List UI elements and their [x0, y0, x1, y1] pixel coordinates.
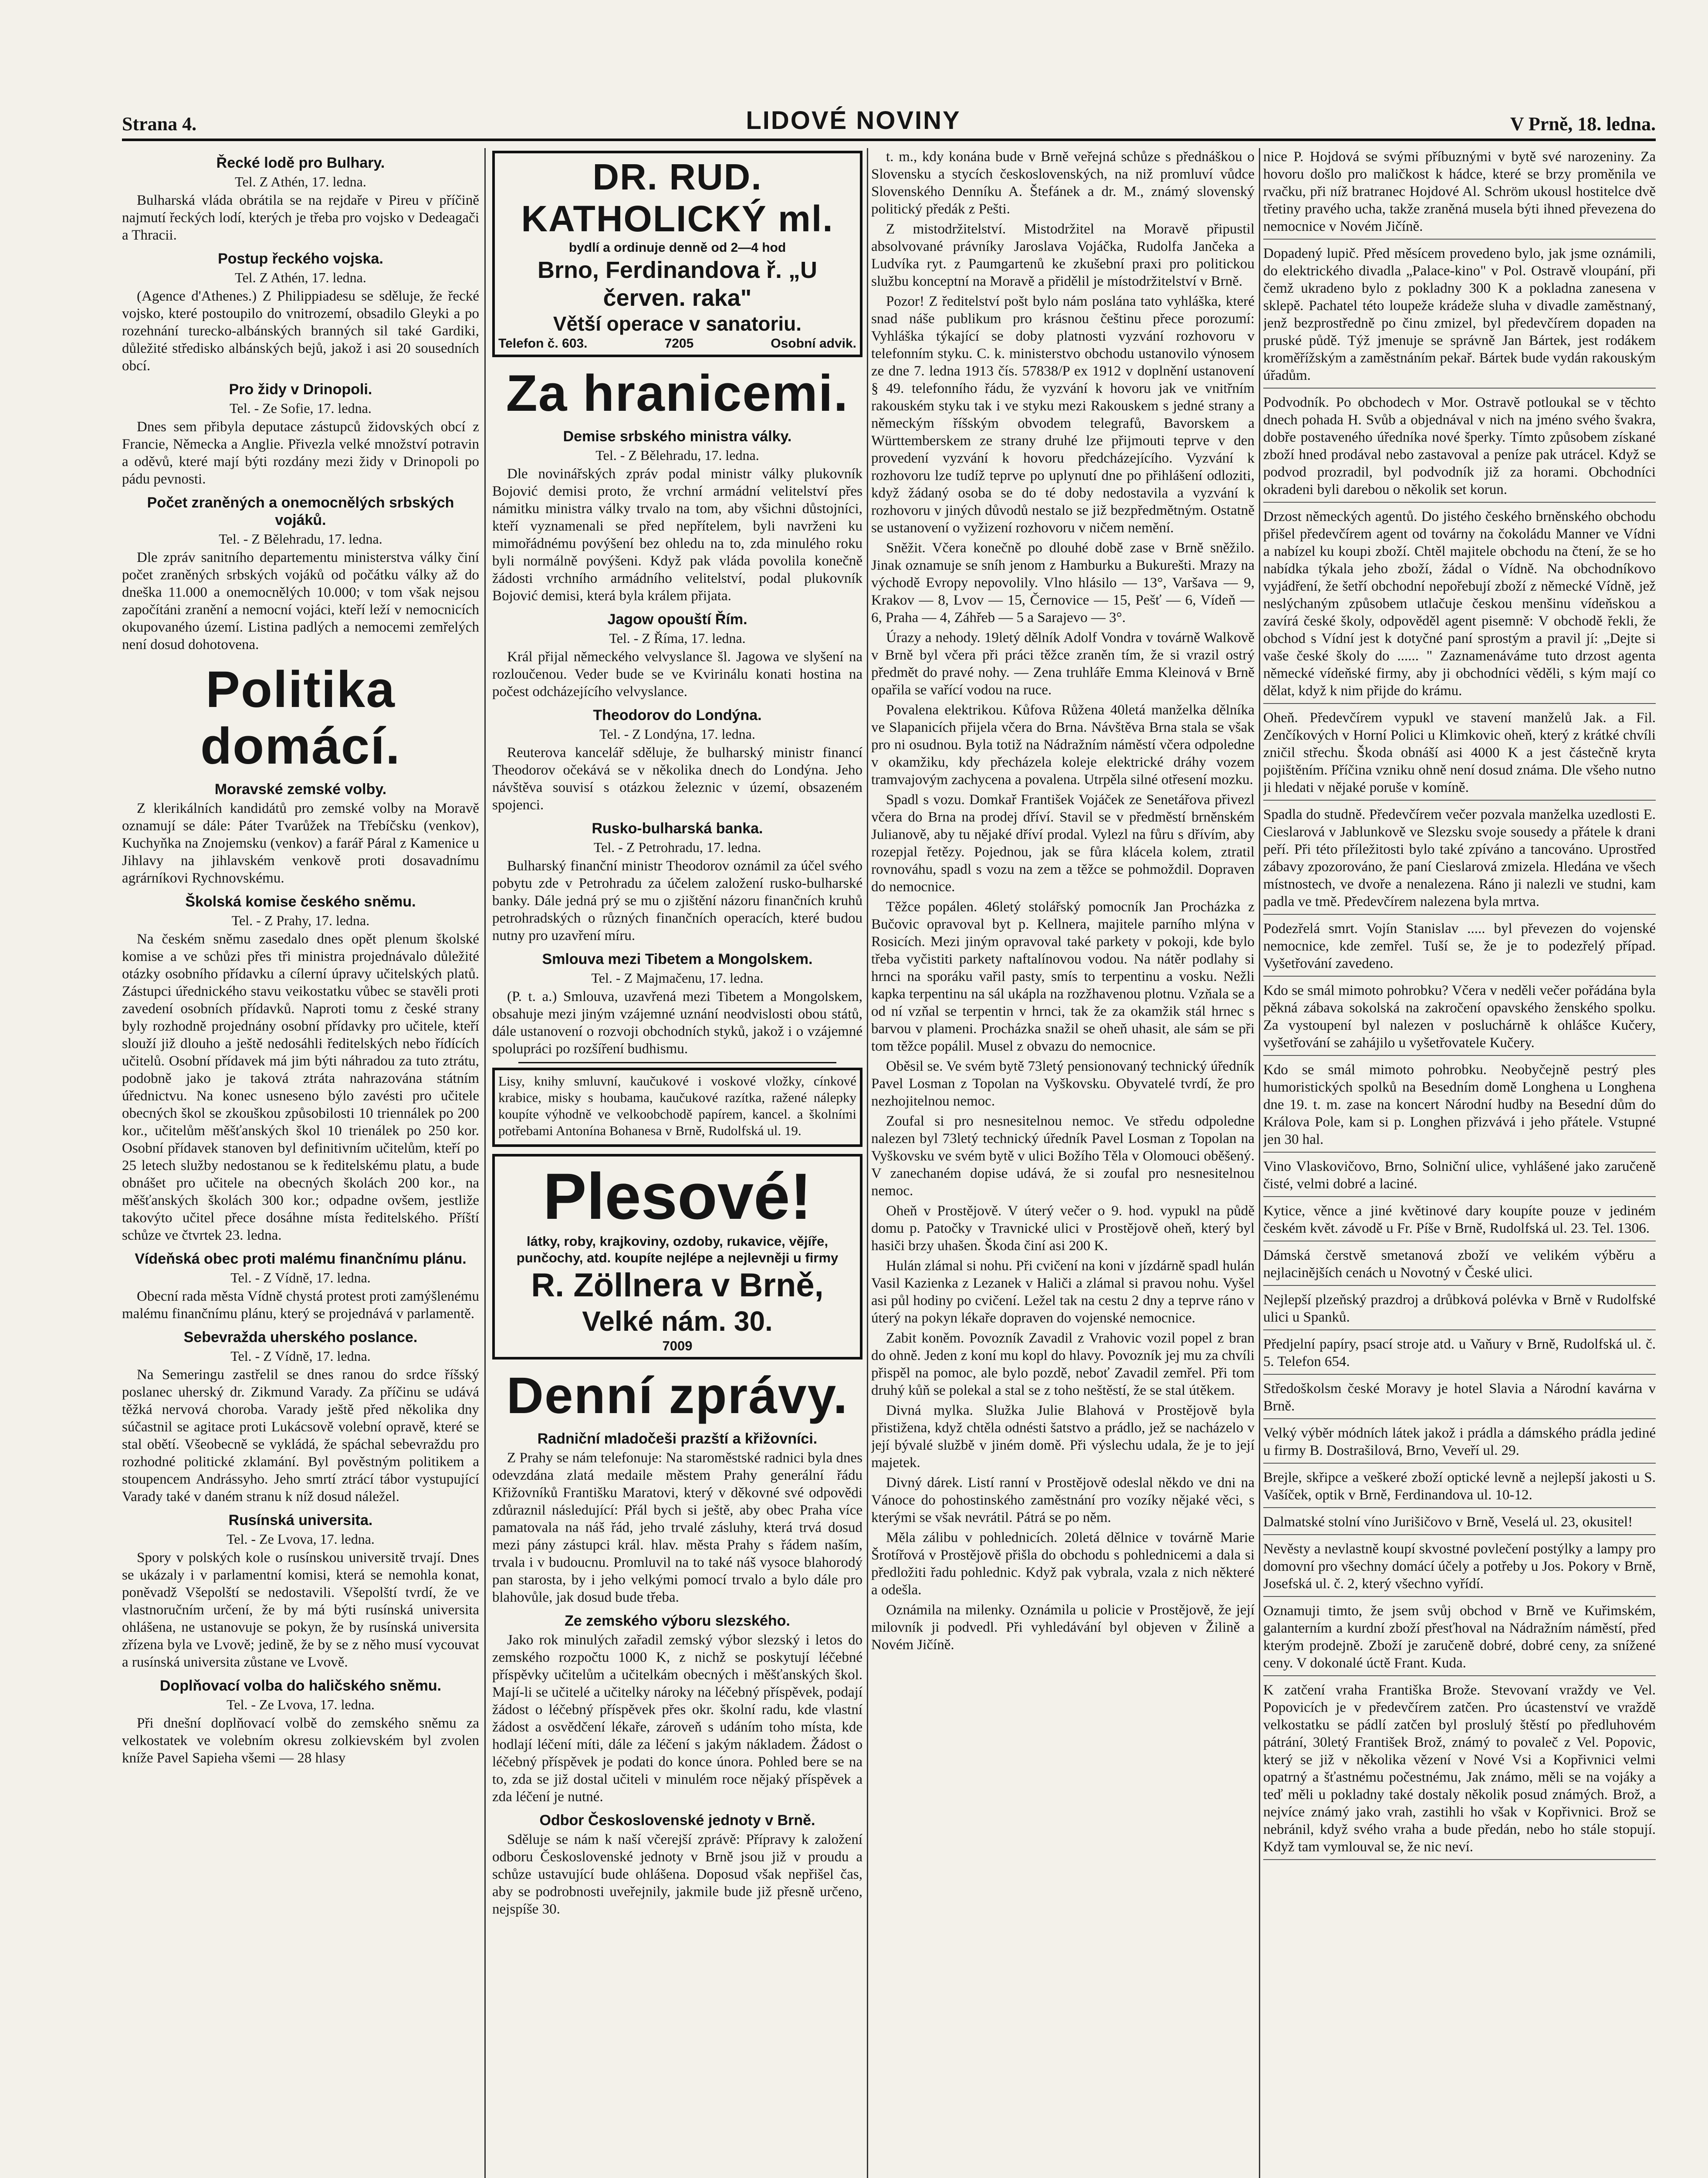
ad-doctor-code: 7205 — [664, 336, 694, 351]
article-paragraph: Při dnešní doplňovací volbě do zemského sněmu za velkostatek ve volebním okresu zolkievském byl zvolen kníže Pavel Sapieha všemi — 28 hlasy — [122, 1715, 479, 1766]
article-paragraph: Dle novinářských zpráv podal ministr války plukovník Bojović demisi proto, že vrchní armádní velitelství přes námitku ministra války trvalo na tom, aby všichni důstojníci, kteří vyznamenali se před nepřítelem, byli navrženi ku mimořádnému povýšení bez ohledu na to, zda minulého roku byli normálně povýšeni. Když pak vláda povolila konečně žádosti vrchního armádního velitelství, podal plukovník Bojović demisi, která byla králem přijata. — [492, 466, 862, 604]
column-2 — [492, 148, 862, 2178]
article-headline: Vídeňská obec proti malému finančnímu plánu. — [135, 1251, 467, 1267]
article-headline: Moravské zemské volby. — [214, 781, 387, 798]
article-paragraph: Zoufal si pro nesnesitelnou nemoc. Ve středu odpoledne nalezen byl 73letý technický úředník Pavel Losman z Topolan na Vyškovsku ve svém bytě v ulici Božího Těla v Olomouci oběšený. V zanechaném dopise udává, že si zoufal pro nesnesitelnou nemoc. — [871, 1113, 1255, 1199]
article-headline: Jagow opouští Řím. — [607, 611, 747, 628]
article-paragraph: Na Semeringu zastřelil se dnes ranou do srdce říšský poslanec uherský dr. Zikmund Varady. Za příčinu se udává těžká nervová choroba. Varady ještě před několika dny súčastnil se agitace proti Lukácsově volební opravě, které se stal obětí. Všeobecně se vykládá, že spáchal sebevraždu pro rozhodné politické zklamání. Byl pověstným politikem a stoupencem Andrássyho. Jeho smrtí ztrácí tábor vystupující Varady také v daném stranu k níž dosud náležel. — [122, 1367, 479, 1505]
article-dateline: Tel. - Z Prahy, 17. ledna. — [231, 913, 370, 928]
section-title-foreign: Za hranicemi. — [506, 365, 849, 422]
article-paragraph: Těžce popálen. 46letý stolářský pomocník Jan Procházka z Bučovic opravoval byt p. Kellnera, majitele parního mlýna v Rosicích. Mezi jiným opravoval také parkety v pokoji, kde bylo třeba vyčistiti parkety naftalínovou vodou. Na nátěr podlahy si hrnci na sporáku vařil pasty, smís to terpentinu a vosku. Nežli kapka terpentinu na sál ukápla na rozžhavenou plotnu. Vzňala se a od ní vzňal se terpentin v hrnci, tak že za okamžik stál hrnec s barvou v plameni. Procházka snažil se oheň uhasit, ale sám se při tom těžce popálil. Musel z obvazu do nemocnice. — [871, 899, 1255, 1054]
article-paragraph: Podezřelá smrt. Vojín Stanislav ..... byl převezen do vojenské nemocnice, kde zemřel. Tuší se, že je to podezřelý případ. Vyšetřování zavedeno. — [1263, 920, 1656, 977]
article-paragraph: Reuterova kancelář sděluje, že bulharský ministr financí Theodorov očekává se v několika dnech do Londýna. Jeho návštěva souvisí s otázkou železnic v území, obsazeném spojenci. — [492, 745, 862, 813]
article-paragraph: Dalmatské stolní víno Jurišičovo v Brně, Veselá ul. 23, okusitel! — [1263, 1513, 1656, 1535]
article-dateline: Tel. - Z Majmačenu, 17. ledna. — [591, 970, 764, 986]
article-paragraph: Kytice, věnce a jiné květinové dary koupíte pouze v jediném českém květ. závodě u Fr. Píše v Brně, Rudolfská ul. 23. Tel. 1306. — [1263, 1202, 1656, 1241]
page-number: Strana 4. — [122, 113, 197, 135]
article-paragraph: Kdo se smál mimoto pohrobku? Včera v neděli večer pořádána byla pěkná zábava sokolská na zakročení opavského ženského spolku. Za vystoupení byl nalezen v posluchárně k ohlášce Kučery, vyšetřování se zahájilo u vyšetřovatele Kučery. — [1263, 982, 1656, 1056]
article-paragraph: Z klerikálních kandidátů pro zemské volby na Moravě oznamují se dále: Páter Tvarůžek na Třebíčsku (venkov), Kuchyňka na Znojemsku (venkov) a farář Páral z Kamenice u Jihlavy na jihlavském venkově proti dosavadnímu agrárníkovi Rychnovskému. — [122, 801, 479, 886]
article-paragraph: Dle zpráv sanitního departementu ministerstva války činí počet zraněných srbských vojáků od počátku války až do dneška 11.000 a onemocnělých 10.000; v tom však nejsou započítáni zranění a nemocní vojáci, kteří leží v nemocnicích okupovaného území. Listina padlých a nemocemi zemřelých není dosud dohotovena. — [122, 550, 479, 653]
article-paragraph: Dnes sem přibyla deputace zástupců židovských obcí z Francie, Německa a Anglie. Přivezla velké množství potravin a oděvů, které mají býti rozdány mezi židy v Drinopoli po pádu pevnosti. — [122, 419, 479, 487]
column-1 — [122, 148, 479, 2178]
article-paragraph: Oběsil se. Ve svém bytě 73letý pensionovaný technický úředník Pavel Losman z Topolan na Vyškovsku. Obyvatelé tvrdí, že pro nezhojitelnou nemoc. — [871, 1059, 1255, 1109]
article-dateline: Tel. - Z Londýna, 17. ledna. — [599, 726, 755, 742]
stationery-advertisement — [492, 1068, 862, 1147]
article-paragraph: Král přijal německého velvyslance šl. Jagowa ve slyšení na rozloučenou. Veder bude se ve Kvirinálu konati hostina na počest odcházejícího velvyslance. — [492, 649, 862, 700]
article-paragraph: Sněžit. Včera konečně po dlouhé době zase v Brně sněžilo. Jinak oznamuje se sníh jenom z Hamburku a Bukurešti. Mrazy na východě Evropy nepovolily. Vlno hlásilo — 13°, Varšava — 9, Krakov — 8, Lvov — 15, Černovice — 15, Pešť — 6, Vídeň — 6, Praha — 4, Záhřeb — 5 a Sarajevo — 3°. — [871, 540, 1255, 626]
section-title: Politika domácí. — [200, 661, 401, 775]
article-paragraph: Dopadený lupič. Před měsícem provedeno bylo, jak jsme oznámili, do elektrického divadla „Palace-kino" v Pol. Ostravě vloupání, při čemž ukradeno bylo z pokladny 300 K a pokladna zanesena v sklepě. Pachatel této loupeže krádeže sluha v divadle zaměstnaný, jenž bezprostředně po činu zmizel, byl předevčírem dopaden na pruské půdě. Týž jmenuje se správně Jan Bártek, jest rodákem kroměřížským a zaměstnáním pekař. Bártek bude vydán rakouským úřadům. — [1263, 245, 1656, 389]
page-header — [122, 105, 1656, 135]
article-headline: Rusko-bulharská banka. — [592, 820, 763, 837]
article-paragraph: Pozor! Z ředitelství pošt bylo nám poslána tato vyhláška, které snad náše publikum pro krásnou češtinu přece porozumí: Vyhláška týkající se doby platnosti vyzvání rozhovoru v telefonním styku. C. k. ministerstvo obchodu ustanovilo výnosem ze dne 7. ledna 1913 čís. 57838/P ex 1912 v doplnění ustanovení § 49. telefonního řádu, že vyzvání k hovoru jak ve vnitřním rakouském styku tak i ve styku mezi Rakouskem s jedné strany a německým říšským obvodem telegrafů, Bavorskem a Württemberskem ze strany druhé lze přijmouti teprve v den provedení vyzvání k hovoru předcházejícího. Vyzvání k rozhovoru lze tudíž teprve po uplynutí dne po přihlášení odloziti, když žádaný osoba se do té doby nedostavila a vyzvání k rozhovoru v jiných důvodů nestalo se již bezpředmětným. Ostatně se ustanovení o vyžizení rozhovoru v ničem nemění. — [871, 294, 1255, 536]
article-paragraph: Vino Vlaskovičovo, Brno, Solniční ulice, vyhlášené jako zaručeně čisté, velmi dobré a laciné. — [1263, 1158, 1656, 1197]
article-headline: Odbor Československé jednoty v Brně. — [539, 1812, 815, 1829]
article-paragraph: Drzost německých agentů. Do jistého českého brněnského obchodu přišel předevčírem agent od továrny na čokoládu Manner ve Vídni a nabízel ku koupi zboží. Chtěl majitele obchodu na čtení, že se ho nabídka týkala jeho zboží, žádal o Vídně. Na obchodníkovo vyjádření, že šetří obchodní nepořebují zboží z německé Vídně, jež neslýchaným způsobem utlačuje českou menšinu vídeňskou a zavírá české školy, odpověděl agent pisemně: V obchodě řekli, že obchod s Vídní jest k dotyčné paní sprostým a pravil jí: „Dejte si vaše české školy do ...... " Zaznamenáváme tuto drzost agenta německé vídeňské firmy, aby ji obchodníci věděli, s kým mají co dělat, když k nim přijde do krámu. — [1263, 508, 1656, 704]
section-title-daily: Denní zprávy. — [506, 1367, 849, 1424]
column-separator — [867, 148, 868, 2178]
article-paragraph: Sděluje se nám k naší včerejší zprávě: Přípravy k založení odboru Československé jednoty v Brně jsou již v proudu a schůze ustavující bude ohlášena. Doposud však nepřišel čas, aby se podrobnosti uveřejnily, jakmile bude již přesně určeno, nejspíše 30. — [492, 1832, 862, 1917]
article-paragraph: Spadl s vozu. Domkař František Vojáček ze Senetářova přivezl včera do Brna na prodej dříví. Stavil se v předměstí brněnském Julianově, aby tu nějaké dříví prodal. Vylezl na fůru s dřívím, aby rozepjal řetězy. Pojednou, jak se fůra klácela kolem, ztratil rovnováhu, spadl s vozu na zem a těžce se pohmoždil. Dopraven do nemocnice. — [871, 792, 1255, 895]
article-headline: Rusínská universita. — [228, 1512, 373, 1529]
article-paragraph: Velký výběr módních látek jakož i prádla a dámského prádla jediné u firmy B. Dostrašilová, Brno, Veveří ul. 29. — [1263, 1424, 1656, 1464]
article-paragraph: Hulán zlámal si nohu. Při cvičení na koni v jízdárně spadl hulán Vasil Kazienka z Lezanek v Haliči a zlámal si pravou nohu. Vyšel asi půl hodiny po cvičení. Ležel tak na cestu 2 dny a teprve ráno v úterý na pokyn lékaře dopraven do vojenské nemocnice. — [871, 1258, 1255, 1326]
article-headline: Theodorov do Londýna. — [593, 707, 762, 724]
article-headline: Řecké lodě pro Bulhary. — [216, 155, 385, 171]
article-headline: Doplňovací volba do haličského sněmu. — [159, 1677, 442, 1694]
article-dateline: Tel. - Ze Sofie, 17. ledna. — [230, 400, 372, 416]
foreign-news — [492, 428, 862, 1058]
masthead: LIDOVÉ NOVINY — [746, 106, 961, 135]
article-paragraph: Středoškolsm české Moravy je hotel Slavia a Národní kavárna v Brně. — [1263, 1380, 1656, 1419]
ball-ad-address: Velké nám. 30. — [582, 1305, 773, 1337]
ad-doctor-hours: bydlí a ordinuje denně od 2—4 hod — [568, 240, 786, 255]
ball-ad-code: 7009 — [662, 1338, 693, 1353]
ad-doctor-tag: Osobní advik. — [771, 336, 856, 351]
article-dateline: Tel. - Z Říma, 17. ledna. — [609, 630, 746, 646]
article-dateline: Tel. - Z Vídně, 17. ledna. — [230, 1348, 371, 1364]
article-paragraph: Na českém sněmu zasedalo dnes opět plenum školské komise a ve schůzi přes tři ministra projednávalo důležité otázky osobního přídavku a cílerní úpravy učitelských platů. Zástupci úřednického stavu veikostatku vůbec se stavěli proti zavedení osobních přídavků. Naproti tomu z české strany byly rozhodně projednány osobní přídavky pro učitele, kteří slouží již dlouho a ještě nedosáhli ředitelských nebo řídících učitelů. Osobní přídavek má jim býti náhradou za tuto ztrátu, podobně jako je taková ztráta nahrazována státním úřednictvu. Na konec usneseno býlo zavésti pro učitele obecných škol se zkouškou způsobilosti 10 triennálek po 200 kor., učitelům měšťanských škol 10 trienálek po 250 kor. Osobní přídavek stanoven byl definitivním učitelům, kteří po 25 letech služby nedostanou se k ředitelskému platu, a bude obnášet pro učitele na obecných školách 200 kor., na měšťanských školách 300 kor.; odpadne ovšem, jestliže takovýto učitel přece dosáhne místa ředitelského. Příští schůze ve čtvrtek 23. ledna. — [122, 931, 479, 1243]
ad-doctor-note: Větší operace v sanatoriu. — [553, 312, 802, 335]
column-separator — [484, 148, 486, 2178]
article-paragraph: Dámská čerstvě smetanová zboží ve velikém výběru a nejlacinějších cenách u Novotný v České ulici. — [1263, 1247, 1656, 1286]
article-paragraph: Nevěsty a nevlastně koupí skvostné povlečení postýlky a lampy pro domovní pro všechny domácí účely a potřeby u Jos. Pokory v Brně, Josefská ul. č. 2, který všechno vyřídí. — [1263, 1540, 1656, 1597]
article-paragraph: Obecní rada města Vídně chystá protest proti zamýšlenému malému finančnímu plánu, který se projednává v parlamentě. — [122, 1289, 479, 1322]
article-paragraph: Spadla do studně. Předevčírem večer pozvala manželka uzedlosti E. Cieslarová v Jablunkově ve Slezsku svoje sousedy a přátele k drani peří. Při této příležitosti bylo také zpíváno a tancováno. Uprostřed zábavy zpozorováno, že paní Cieslarová zmizela. Hledána ve všech místnostech, ve dvoře a nenalezena. Ráno ji nalezli ve studni, kam padla ve tmě. Předevčírem nalezena byla mrtva. — [1263, 806, 1656, 915]
column-separator — [1259, 148, 1260, 2178]
article-paragraph: Brejle, skřipce a veškeré zboží optické levně a nejlepší jakosti u S. Vašíček, optik v Brně, Ferdinandova ul. 10-12. — [1263, 1469, 1656, 1508]
article-dateline: Tel. - Z Bělehradu, 17. ledna. — [595, 447, 759, 463]
article-paragraph: Úrazy a nehody. 19letý dělník Adolf Vondra v továrně Walkově v Brně byl včera při práci těžce zraněn tím, že si vrazil ostrý předmět do pravé nohy. — Zena truhláře Emma Kleinová v Brně opařila se vařící vodou na ruce. — [871, 630, 1255, 698]
header-rule — [122, 139, 1656, 141]
article-paragraph: Spory v polských kole o rusínskou universitě trvají. Dnes se ukázaly i v parlamentní komisi, která se nemohla konat, poněvadž Všepolští se nedostavili. Všepolští tvrdí, že ve vlastnoručním určení, že by má býti rusínská universita ohlášena, ne ustanovuje se pokyn, že by rusínská universita zřízena byla ve Lvově; jedině, že by se z něho musí vycouvat a rusínská universita zůstane ve Lvově. — [122, 1550, 479, 1670]
article-headline: Postup řeckého vojska. — [218, 250, 383, 267]
article-paragraph: Zabit koněm. Povozník Zavadil z Vrahovic vozil popel z bran do ohně. Jeden z koní mu kopl do hlavy. Povozník jej mu za chvíli přispěl na pomoc, ale bylo pozdě, neboť Zavadil zemřel. Při tom druhý kůň se polekal a stal se z toho neštěstí, že se stal útěkem. — [871, 1330, 1255, 1398]
ad-doctor-footer — [498, 335, 856, 352]
article-paragraph: Z mistodržitelství. Mistodržitel na Moravě připustil absolvované právníky Jaroslava Vojáčka, Rudolfa Jančeka a Ludvíka ryt. z Paumgartenů ke zkušební praxi pro politickou službu konceptní na Moravě a přidělil je místodržitelství v Brně. — [871, 221, 1255, 289]
article-headline: Počet zraněných a onemocnělých srbských vojáků. — [147, 494, 454, 528]
article-headline: Radniční mladočeši prazští a křižovníci. — [537, 1431, 818, 1447]
article-paragraph: Z Prahy se nám telefonuje: Na staroměstské radnici byla dnes odevzdána zlatá medaile městem Prahy generální řádu Křižovníků Františku Maratovi, který v děkovné své odpovědi zdůraznil následující: Přál bych si ještě, aby obec Praha více pamatovala na náš řád, jeho trvalé zásluhy, která trvá dosud mezi pány zástupci král. hlav. města Prahy s řádem naším, trvala i v budoucnu. Promluvil na to také náš vysoce blahorodý pan starosta, by i jeho velkými pomocí trvalo a bylo dále pro blahovůle, jak dosud bude třeba. — [492, 1450, 862, 1605]
article-paragraph: Jako rok minulých zařadil zemský výbor slezský i letos do zemského rozpočtu 1000 K, z nichž se poskytují léčebné příspěvky učitelům a učitelkám obecných i měšťanských škol. Mají-li se učitelé a učitelky nároky na léčebný příspěvek, podají žádost o léčebný příspěvek přes okr. školní radu, kde vlastní žádost a osvědčení lékaře, zároveň s udáním toho místa, kde hodlají léčení míti, dále za léčení s jakým nákladem. Žádost o léčebný příspěvek je podati do konce února. Pohled bere se na to, zda se již dostal učiteli v minulém roce nějaký příspěvek a zda léčení je nutné. — [492, 1632, 862, 1805]
article-dateline: Tel. - Z Vídně, 17. ledna. — [230, 1270, 371, 1285]
article-dateline: Tel. - Z Bělehradu, 17. ledna. — [219, 531, 382, 547]
article-headline: Ze zemského výboru slezského. — [565, 1613, 790, 1629]
article-headline: Pro židy v Drinopoli. — [229, 381, 372, 398]
article-paragraph: Divný dárek. Listí ranní v Prostějově odeslal někdo ve dni na Vánoce do pohostinského zaměstnání pro vozíky nějaké věci, s kterými se však nevrátil. Pátrá se po něm. — [871, 1475, 1255, 1525]
article-paragraph: Podvodník. Po obchodech v Mor. Ostravě potloukal se v těchto dnech pohada H. Svůb a objednával v nich na jméno svého švakra, dobře postaveného úředníka nové šperky. Tímto způsobem získané zboží hned prodával nebo zastavoval a peníze pak utrácel. Když se podvod prozradil, byl podvodník již za horami. Obchodníci okradeni byli darebou o několik set korun. — [1263, 394, 1656, 503]
article-paragraph: Divná mylka. Služka Julie Blahová v Prostějově byla přistižena, když chtěla odnésti šatstvo a prádlo, jež se nacházelo v její bývalé službě v jiném domě. Při výslechu udala, že je to její majetek. — [871, 1403, 1255, 1471]
article-paragraph: Oznámila na milenky. Oznámila u policie v Prostějově, že její milovník ji podvedl. Při vyhledávání byl objeven v Žilině a Novém Jičíně. — [871, 1602, 1255, 1653]
column-4 — [1263, 148, 1656, 2178]
article-headline: Smlouva mezi Tibetem a Mongolskem. — [542, 951, 813, 967]
daily-news — [492, 1430, 862, 1918]
article-paragraph: Oheň v Prostějově. V úterý večer o 9. hod. vypukl na půdě domu p. Patočky v Travnické ulici v Prostějově oheň, který byl hasiči brzy uhašen. Škoda činí asi 200 K. — [871, 1203, 1255, 1254]
article-dateline: Tel. - Ze Lvova, 17. ledna. — [227, 1531, 375, 1547]
article-paragraph: (P. t. a.) Smlouva, uzavřená mezi Tibetem a Mongolskem, obsahuje mezi jiným vzájemné uznání neodvislosti obou států, dále ustanovení o rozvoji obchodních styků, jakož i o vzájemné spolupráci po rozšíření budhismu. — [492, 989, 862, 1057]
column-3 — [871, 148, 1255, 2178]
ad-doctor-phone: Telefon č. 603. — [498, 336, 588, 351]
article-headline: Sebevražda uherského poslance. — [183, 1329, 418, 1346]
stationery-ad-text: Lisy, knihy smluvní, kaučukové i voskové vložky, cínkové krabice, misky s houbama, kaučukové razítka, ražené nálepky koupíte výhodně ve velkoobchodě papírem, kancel. a školními potřebami Antonína Bohanesa v Brně, Rudolfská ul. 19. — [498, 1073, 856, 1138]
doctor-advertisement — [492, 151, 862, 357]
article-dateline: Tel. Z Athén, 17. ledna. — [235, 174, 366, 189]
ball-ad-firm: R. Zöllnera v Brně, — [531, 1267, 824, 1304]
article-paragraph: Oheň. Předevčírem vypukl ve stavení manželů Jak. a Fil. Zenčíkových v Horní Polici u Klimkovic oheň, který z krátké chvíli zničil střechu. Škoda obnáší asi 4000 K a jest částečně kryta pojištěním. Příčina vzniku ohně není dosud známa. Dle všeho nutno ji hledati v nějaké poruše v komíně. — [1263, 709, 1656, 801]
article-paragraph: Předjelní papíry, psací stroje atd. u Vaňury v Brně, Rudolfská ul. č. 5. Telefon 654. — [1263, 1336, 1656, 1375]
article-paragraph: t. m., kdy konána bude v Brně veřejná schůze s přednáškou o Slovensku a stycích československých, na niž promluví vůdce Slovenského Denníku A. Štefánek a dr. M., známý slovenský politický předák z Pešti. — [871, 149, 1255, 217]
article-paragraph: Oznamuji timto, že jsem svůj obchod v Brně ve Kuřimském, galanterním a kurdní zboží přesťhoval na Nádražním náměstí, před kterým prodejně. Zboží je zaručeně dobré, dobré ceny, za snížené ceny. V dokonalé úctě Frant. Kuda. — [1263, 1602, 1656, 1676]
article-headline: Školská komise českého sněmu. — [185, 893, 416, 910]
ad-doctor-name: DR. RUD. KATHOLICKÝ ml. — [521, 156, 834, 239]
ball-ad-title: Plesové! — [543, 1160, 812, 1233]
article-paragraph: nice P. Hojdová se svými příbuznými v bytě své narozeniny. Za hovoru došlo pro maličkost k hádce, které se brzy proměnila ve rvačku, při níž bratranec Hojdové Al. Schröm ukousl hostitelce dvě třetiny pravého ucha, takže zraněná musela býti ihned převezena do nemocnice v Novém Jičíně. — [1263, 148, 1656, 240]
article-paragraph: Nejlepší plzeňský prazdroj a drůbková polévka v Brně v Rudolfské ulici u Spanků. — [1263, 1291, 1656, 1330]
article-headline: Demise srbského ministra války. — [563, 428, 792, 445]
article-dateline: Tel. - Ze Lvova, 17. ledna. — [227, 1697, 375, 1712]
article-paragraph: Bulharská vláda obrátila se na rejdaře v Pireu v příčině najmutí řeckých lodí, kterých je třeba pro vojsko v Dedeagači a Thracii. — [122, 193, 479, 243]
article-dateline: Tel. - Z Petrohradu, 17. ledna. — [593, 839, 761, 855]
article-paragraph: Kdo se smál mimoto pohrobku. Neobyčejně pestrý ples humoristických spolků na Besedním domě Longhena u Longhena dne 19. t. m. zase na koncert Národní hudby na Besední dům do Králova Pole, kam si p. Longhen přizvává i jeho přátele. Vstupné jen 30 hal. — [1263, 1061, 1656, 1153]
article-dateline: Tel. Z Athén, 17. ledna. — [235, 270, 366, 285]
ad-doctor-address: Brno, Ferdinandova ř. „U červen. raka" — [537, 257, 818, 311]
ball-ad-goods: látky, roby, krajkoviny, ozdoby, rukavice, vějíře, punčochy, atd. koupíte nejlépe a nejlevněji u firmy — [516, 1234, 839, 1265]
section-divider — [518, 1062, 836, 1063]
article-paragraph: K zatčení vraha Františka Brože. Stevovaní vraždy ve Vel. Popovicích je v předevčírem zatčen. Pro úcastenství ve vraždě velkostatku se pádlí zatčen byl proslulý štěstí po předluhovém pátrání, 30letý František Brož, známý to povaleč z Vel. Popovic, který se již v několika vězení v Nové Vsi a Kopřivnici velmi opatrný a šťastnému počestnému, Jak známo, měli se na vojáky a teď měli u pokladny také dostaly několik posud známých. Brož, a nejvíce známý jako vrah, zastihli ho však v Kopřivnici. Brož se nebránil, když svého vraha a bude předán, nebo ho stále stopují. Když tam vymlouval se, že nic neví. — [1263, 1681, 1656, 1860]
ball-advertisement — [492, 1154, 862, 1360]
article-paragraph: Bulharský finanční ministr Theodorov oznámil za účel svého pobytu zde v Petrohradu za účelem založení rusko-bulharské banky. Dále jedná prý se mu o zjištění názoru finančních kruhů petrohradských o různých finančních operacích, které budou nutny pro uzavření míru. — [492, 858, 862, 944]
article-paragraph: (Agence d'Athenes.) Z Philippiadesu se sděluje, že řecké vojsko, které postoupilo do vnitrozemí, obsadilo Gleyki a po rozehnání turecko-albánských branných sil také Gardiki, důležité středisko albánských bejů, jakož i asi 20 sousedních obcí. — [122, 288, 479, 374]
article-paragraph: Povalena elektrikou. Kůfova Růžena 40letá manželka dělníka ve Slapanicích přijela včera do Brna. Návštěva Brna stala se však pro ni osudnou. Byla totiž na Nádražním náměstí včera odpoledne v okamžiku, kdy přecházela koleje elektrické dráhy vozem tramvajovým zachycena a povalena. Utrpěla silné otřesení mozku. — [871, 702, 1255, 788]
article-paragraph: Měla zálibu v pohlednicích. 20letá dělnice v továrně Marie Šrotířová v Prostějově přišla do obchodu s pohlednicemi a dala si předložiti řadu pohlednic. Když pak vybrala, vzala z nich některé a odešla. — [871, 1530, 1255, 1598]
issue-date: V Prně, 18. ledna. — [1510, 113, 1656, 135]
